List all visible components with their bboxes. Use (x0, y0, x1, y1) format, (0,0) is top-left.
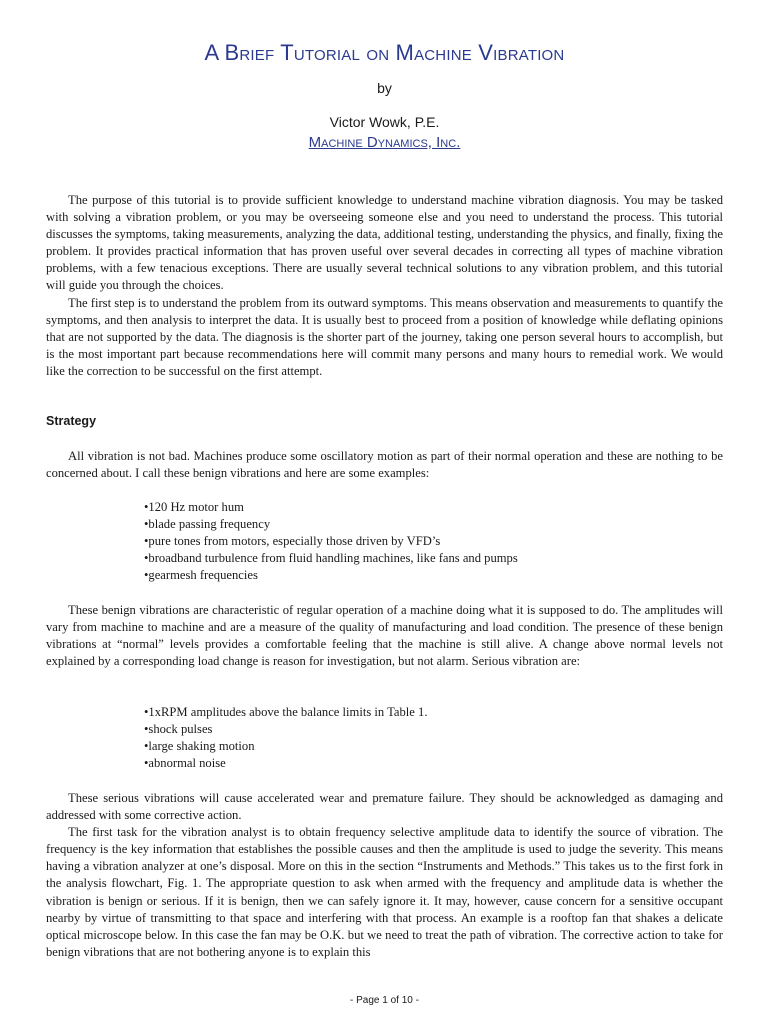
section-heading-strategy: Strategy (46, 414, 97, 428)
intro-section (46, 192, 723, 380)
list-item: • shock pulses (144, 721, 427, 738)
strategy-paragraph-1: All vibration is not bad. Machines produce some oscillatory motion as part of their normal operation and these are nothing to be concerned about. I call these benign vibrations and here are some examples: (46, 449, 723, 481)
author-name: Victor Wowk, P.E. (329, 114, 440, 130)
intro-paragraph-1: The purpose of this tutorial is to provide sufficient knowledge to understand machine vibration diagnosis. You may be tasked with solving a vibration problem, or you may be overseeing someone else and you need to understand the process. This tutorial discusses the symptoms, taking measurements, analyzing the data, additional testing, understanding the physics, and finally, fixing the problem. It provides practical information that has proven useful over several decades in correcting all types of machine vibration problems, with a few tenacious exceptions. There are usually several technical solutions to any vibration problem, and this tutorial will guide you through the choices. (46, 193, 723, 293)
benign-vibration-list (144, 499, 518, 584)
strategy-paragraph-2: These benign vibrations are characteristic of regular operation of a machine doing what it is supposed to do. The amplitudes will vary from machine to machine and are a measure of the quality of manufacturing and load condition. The presence of these benign vibrations at “normal” levels provides a comfortable feeling that the machine is still alive. A change above normal levels not explained by a corresponding load change is reason for investigation, but not alarm. Serious vibration are: (46, 603, 723, 669)
intro-paragraph-2: The first step is to understand the problem from its outward symptoms. This means observation and measurements to quantify the symptoms, and then analysis to interpret the data. It is usually best to proceed from a position of knowledge while deflating opinions that are not supported by the data. The diagnosis is the shorter part of the journey, taking one person several hours to accomplish, but is the most important part because recommendations here will commit many persons and many hours to remedial work. We would like the correction to be successful on the first attempt. (46, 295, 723, 378)
list-item: • broadband turbulence from fluid handling machines, like fans and pumps (144, 550, 518, 567)
strategy-paragraph-4: The first task for the vibration analyst is to obtain frequency selective amplitude data to identify the source of vibration. The frequency is the key information that establishes the possible causes and then the amplitude is used to judge the severity. This means having a vibration analyzer at one’s disposal. More on this in the section “Instruments and Methods.” This takes us to the first fork in the analysis flowchart, Fig. 1. The appropriate question to ask when armed with the frequency and amplitude data is whether the vibration is benign or serious. If it is benign, then we can safely ignore it. It may, however, cause concern for a sensitive occupant nearby by virtue of transmitting to that space and interfering with that process. An example is a rooftop fan that shakes a delicate optical microscope below. In this case the fan may be O.K. but we need to treat the path of vibration. The corrective action to take for benign vibrations that are not bothering anyone is to explain this (46, 825, 723, 959)
company-container (46, 134, 723, 151)
list-item: • abnormal noise (144, 755, 427, 772)
list-item: • 1xRPM amplitudes above the balance limits in Table 1. (144, 704, 427, 721)
strategy-paragraph-2-container (46, 602, 723, 670)
list-item: • pure tones from motors, especially those driven by VFD’s (144, 533, 518, 550)
page-number: - Page 1 of 10 - (350, 995, 419, 1006)
list-item: • large shaking motion (144, 738, 427, 755)
strategy-paragraph-3-container (46, 790, 723, 961)
document-title: A Brief Tutorial on Machine Vibration (204, 40, 565, 65)
strategy-paragraph-1-container (46, 448, 723, 482)
list-item: • blade passing frequency (144, 516, 518, 533)
document-page (46, 0, 723, 1024)
company-link[interactable]: Machine Dynamics, Inc. (308, 134, 461, 151)
serious-vibration-list (144, 704, 427, 772)
list-item: • 120 Hz motor hum (144, 499, 518, 516)
byline: by (377, 80, 392, 96)
list-item: • gearmesh frequencies (144, 567, 518, 584)
strategy-paragraph-3: These serious vibrations will cause accelerated wear and premature failure. They should be acknowledged as damaging and addressed with some corrective action. (46, 791, 723, 823)
